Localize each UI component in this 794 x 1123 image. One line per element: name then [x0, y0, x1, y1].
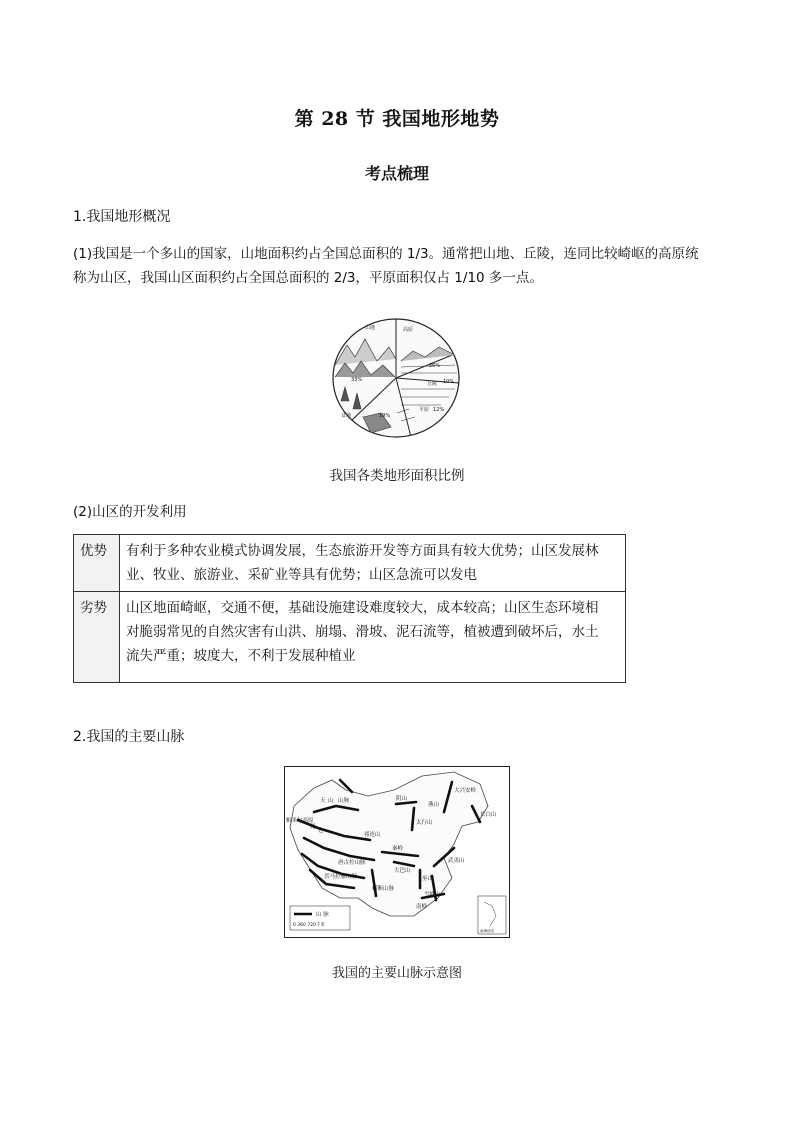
map-label-wuyi: 武夷山: [448, 858, 465, 864]
table-line: 有利于多种农业模式协调发展，生态旅游开发等方面具有较大优势；山区发展林: [126, 543, 599, 559]
section1-heading: 1.我国地形概况: [73, 209, 171, 225]
map-label-lun: 仑: [318, 828, 324, 834]
map-label-daxinganling: 大兴安岭: [454, 788, 477, 794]
map-label-daba: 大巴山: [394, 868, 411, 874]
table-line: 山区地面崎岖，交通不便，基础设施建设难度较大，成本较高；山区生态环境相: [126, 600, 599, 616]
map-inset-label: 南海诸岛: [480, 929, 495, 933]
terrain-pie-figure: [331, 317, 461, 439]
map-label-changbai: 长白山: [480, 812, 497, 818]
pie-label-basin: 盆地: [341, 413, 352, 419]
map-label-shan: 山: [328, 798, 334, 804]
table-value-disadvantage: [120, 592, 626, 683]
map-label-yanshan: 燕山: [428, 802, 440, 808]
map-caption: 我国的主要山脉示意图: [331, 966, 462, 981]
map-label-qilian: 祁连山: [364, 832, 381, 838]
map-label-taihang: 太行山: [416, 820, 433, 826]
pie-label-plateau: 高原: [403, 327, 414, 333]
map-label-tian: 天: [320, 798, 326, 804]
map-legend-label: 山 脉: [316, 912, 329, 918]
map-label-pamir: 帕米尔高原: [286, 818, 314, 824]
table-line: 对脆弱常见的自然灾害有山洪、崩塌、滑坡、泥石流等，植被遭到破坏后，水土: [126, 624, 599, 640]
advantages-table: [73, 534, 626, 683]
pie-caption: 我国各类地形面积比例: [329, 468, 465, 484]
para-line-2: 称为山区，我国山区面积约占全国总面积的 2/3，平原面积仅占 1/10 多一点。: [73, 270, 543, 286]
mountain-map-figure: [284, 766, 510, 938]
map-scale-label: 0 360 720千米: [293, 923, 325, 928]
table-line: 流失严重；坡度大，不利于发展种植业: [126, 648, 356, 664]
map-label-yinshan: 阴山: [396, 796, 408, 802]
map-label-qinling: 秦岭: [392, 846, 404, 852]
map-label-xuefeng: 雪峰山: [424, 892, 441, 898]
map-label-hengduan: 横断山脉: [372, 886, 395, 892]
table-value-advantage: [120, 535, 626, 592]
map-label-tanggula: 唐古拉山脉: [338, 860, 366, 866]
section1-sub2: (2)山区的开发利用: [73, 504, 187, 520]
map-label-nanling: 南岭: [416, 904, 428, 910]
table-key-disadvantage: 劣势: [74, 592, 120, 683]
pie-label-plateau-pct: 26%: [429, 363, 441, 369]
page-title: 第 28 节 我国地形地势: [294, 108, 500, 130]
pie-label-basin-pct: 19%: [379, 413, 391, 419]
section-subtitle: 考点梳理: [364, 164, 429, 183]
pie-label-hills-pct: 10%: [443, 379, 455, 385]
pie-label-plain-pct: 12%: [433, 407, 445, 413]
map-label-kun: 昆: [310, 824, 316, 830]
map-label-shanmai: 山脉: [338, 798, 350, 804]
para-line-1: (1)我国是一个多山的国家，山地面积约占全国总面积的 1/3。通常把山地、丘陵，连同比较崎岖的高原统: [73, 246, 699, 262]
table-row: [74, 592, 626, 683]
map-label-himalaya: 喜马拉雅山脉: [324, 874, 358, 880]
section2-heading: 2.我国的主要山脉: [73, 729, 185, 745]
pie-label-mountain-pct: 33%: [351, 377, 363, 383]
map-label-wushan: 巫山: [422, 876, 434, 882]
pie-label-mountain: 山地: [365, 325, 376, 331]
pie-label-plain: 平原: [419, 407, 430, 413]
table-line: 业、牧业、旅游业、采矿业等具有优势；山区急流可以发电: [126, 567, 477, 583]
section1-paragraph: [73, 242, 723, 290]
pie-label-hills: 丘陵: [427, 381, 438, 387]
table-key-advantage: 优势: [74, 535, 120, 592]
table-row: [74, 535, 626, 592]
